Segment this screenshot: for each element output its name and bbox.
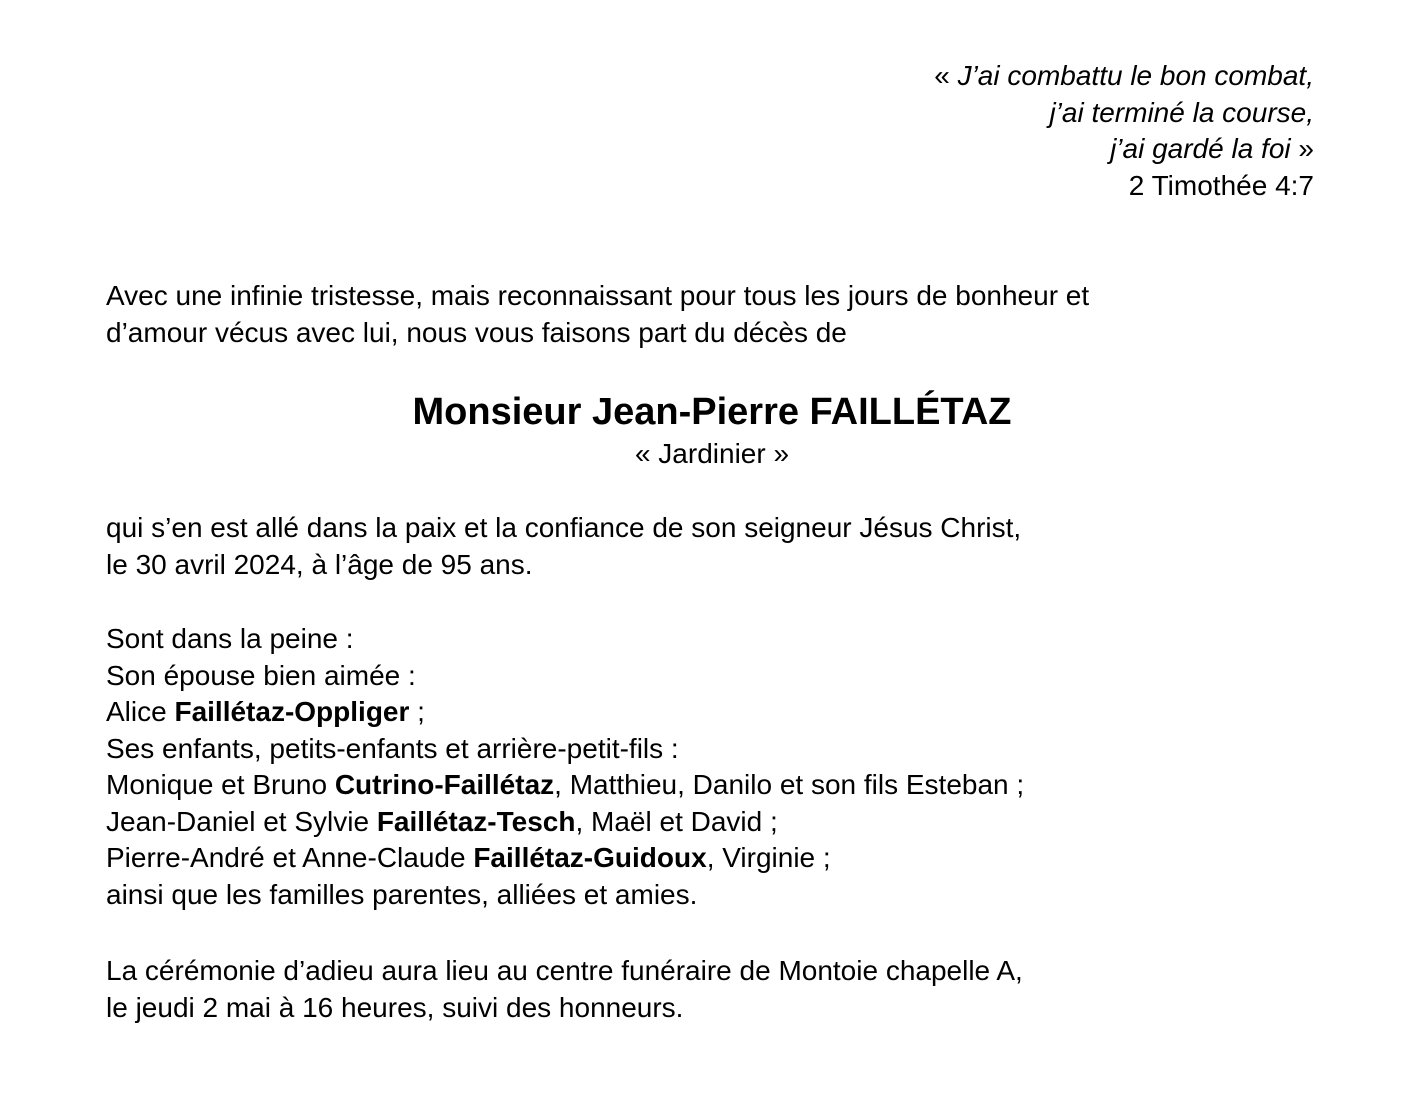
child3-rest: , Virginie ; (706, 842, 831, 873)
epigraph-line-2 (934, 95, 1314, 132)
spouse-first: Alice (106, 696, 175, 727)
epigraph-text-1: J’ai combattu le bon combat, (957, 60, 1314, 91)
spouse-label: Son épouse bien aimée : (106, 659, 416, 691)
child1-first: Monique et Bruno (106, 769, 335, 800)
children-label: Ses enfants, petits-enfants et arrière-petit-fils : (106, 732, 679, 764)
epigraph-text-3: j’ai gardé la foi (1110, 133, 1291, 164)
death-line-1: qui s’en est allé dans la paix et la confiance de son seigneur Jésus Christ, (106, 512, 1022, 543)
intro-line-2: d’amour vécus avec lui, nous vous faisons part du décès de (106, 316, 847, 348)
close-quote: » (1290, 133, 1314, 164)
open-quote: « (934, 60, 958, 91)
child1-rest: , Matthieu, Danilo et son fils Esteban ; (554, 769, 1025, 800)
ceremony-line-2: le jeudi 2 mai à 16 heures, suivi des honneurs. (106, 991, 684, 1023)
intro-paragraph (106, 278, 1326, 351)
deceased-name: Monsieur Jean-Pierre FAILLÉTAZ (412, 391, 1012, 433)
epigraph-reference: 2 Timothée 4:7 (1128, 169, 1314, 201)
family-heading: Sont dans la peine : (106, 623, 354, 654)
child2-last: Faillétaz-Tesch (376, 805, 576, 837)
child1-last: Cutrino-Faillétaz (334, 769, 555, 800)
child3-first: Pierre-André et Anne-Claude (106, 842, 474, 873)
family-list (106, 621, 1326, 913)
child2-rest: , Maël et David ; (575, 805, 778, 837)
spouse-end: ; (409, 696, 425, 727)
ceremony-paragraph (106, 953, 1326, 1026)
spouse-last: Faillétaz-Oppliger (174, 696, 410, 727)
spouse-entry (106, 694, 1326, 731)
deceased-nickname: « Jardinier » (634, 438, 790, 469)
epigraph-line-1 (934, 58, 1314, 95)
child-entry-3 (106, 840, 1326, 877)
epigraph (934, 58, 1314, 204)
family-others: ainsi que les familles parentes, alliées et amies. (106, 878, 698, 910)
epigraph-text-2: j’ai terminé la course, (1049, 96, 1314, 128)
child-entry-1 (106, 767, 1326, 804)
child2-first: Jean-Daniel et Sylvie (106, 805, 377, 837)
death-paragraph (106, 510, 1326, 583)
deceased-title (0, 388, 1424, 472)
child-entry-2 (106, 804, 1326, 841)
child3-last: Faillétaz-Guidoux (473, 842, 707, 873)
ceremony-line-1: La cérémonie d’adieu aura lieu au centre funéraire de Montoie chapelle A, (106, 955, 1023, 986)
death-line-2: le 30 avril 2024, à l’âge de 95 ans. (106, 548, 533, 580)
intro-line-1: Avec une infinie tristesse, mais reconnaissant pour tous les jours de bonheur et (106, 280, 1090, 311)
epigraph-line-3 (934, 131, 1314, 168)
